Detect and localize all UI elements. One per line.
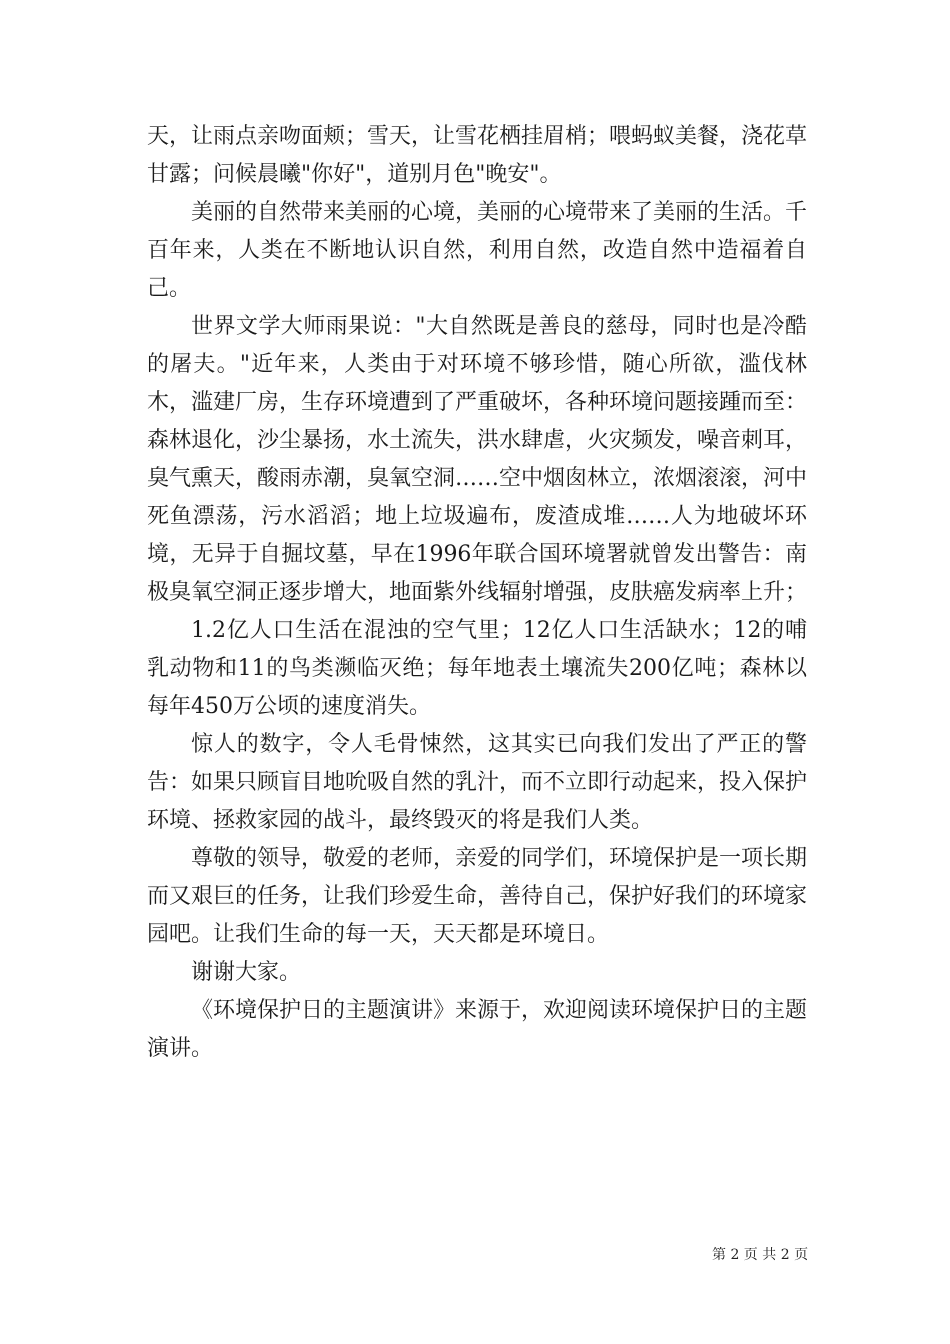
paragraph-3: 世界文学大师雨果说："大自然既是善良的慈母，同时也是冷酷的屠夫。"近年来，人类由于对环境不够珍惜，随心所欲，滥伐林木，滥建厂房，生存环境遭到了严重破坏，各种环境问题接踵而至：森林退化，沙尘暴扬，水土流失，洪水肆虐，火灾频发，噪音刺耳，臭气熏天，酸雨赤潮，臭氧空洞……空中烟囱林立，浓烟滚滚，河中死鱼漂荡，污水滔滔；地上垃圾遍布，废渣成堆……人为地破坏环境，无异于自掘坟墓，早在1996年联合国环境署就曾发出警告：南极臭氧空洞正逐步增大，地面紫外线辐射增强，皮肤癌发病率上升；: [147, 314, 808, 605]
paragraph-4: 1.2亿人口生活在混浊的空气里；12亿人口生活缺水；12的哺乳动物和11的鸟类濒临灭绝；每年地表土壤流失200亿吨；森林以每年450万公顷的速度消失。: [147, 618, 807, 719]
paragraph-8: 《环境保护日的主题演讲》来源于，欢迎阅读环境保护日的主题演讲。: [147, 998, 808, 1061]
paragraph-1: 天，让雨点亲吻面颊；雪天，让雪花栖挂眉梢；喂蚂蚁美餐，浇花草甘露；问候晨曦"你好"，道别月色"晚安"。: [147, 124, 808, 187]
page-number-footer: 第 2 页 共 2 页: [712, 1247, 809, 1263]
document-body: [147, 118, 807, 1068]
paragraph-6: 尊敬的领导，敬爱的老师，亲爱的同学们，环境保护是一项长期而又艰巨的任务，让我们珍爱生命，善待自己，保护好我们的环境家园吧。让我们生命的每一天，天天都是环境日。: [147, 846, 808, 947]
paragraph-7: 谢谢大家。: [191, 960, 302, 985]
paragraph-2: 美丽的自然带来美丽的心境，美丽的心境带来了美丽的生活。千百年来，人类在不断地认识自然，利用自然，改造自然中造福着自己。: [147, 200, 808, 301]
paragraph-5: 惊人的数字，令人毛骨悚然，这其实已向我们发出了严正的警告：如果只顾盲目地吮吸自然的乳汁，而不立即行动起来，投入保护环境、拯救家园的战斗，最终毁灭的将是我们人类。: [147, 732, 808, 833]
